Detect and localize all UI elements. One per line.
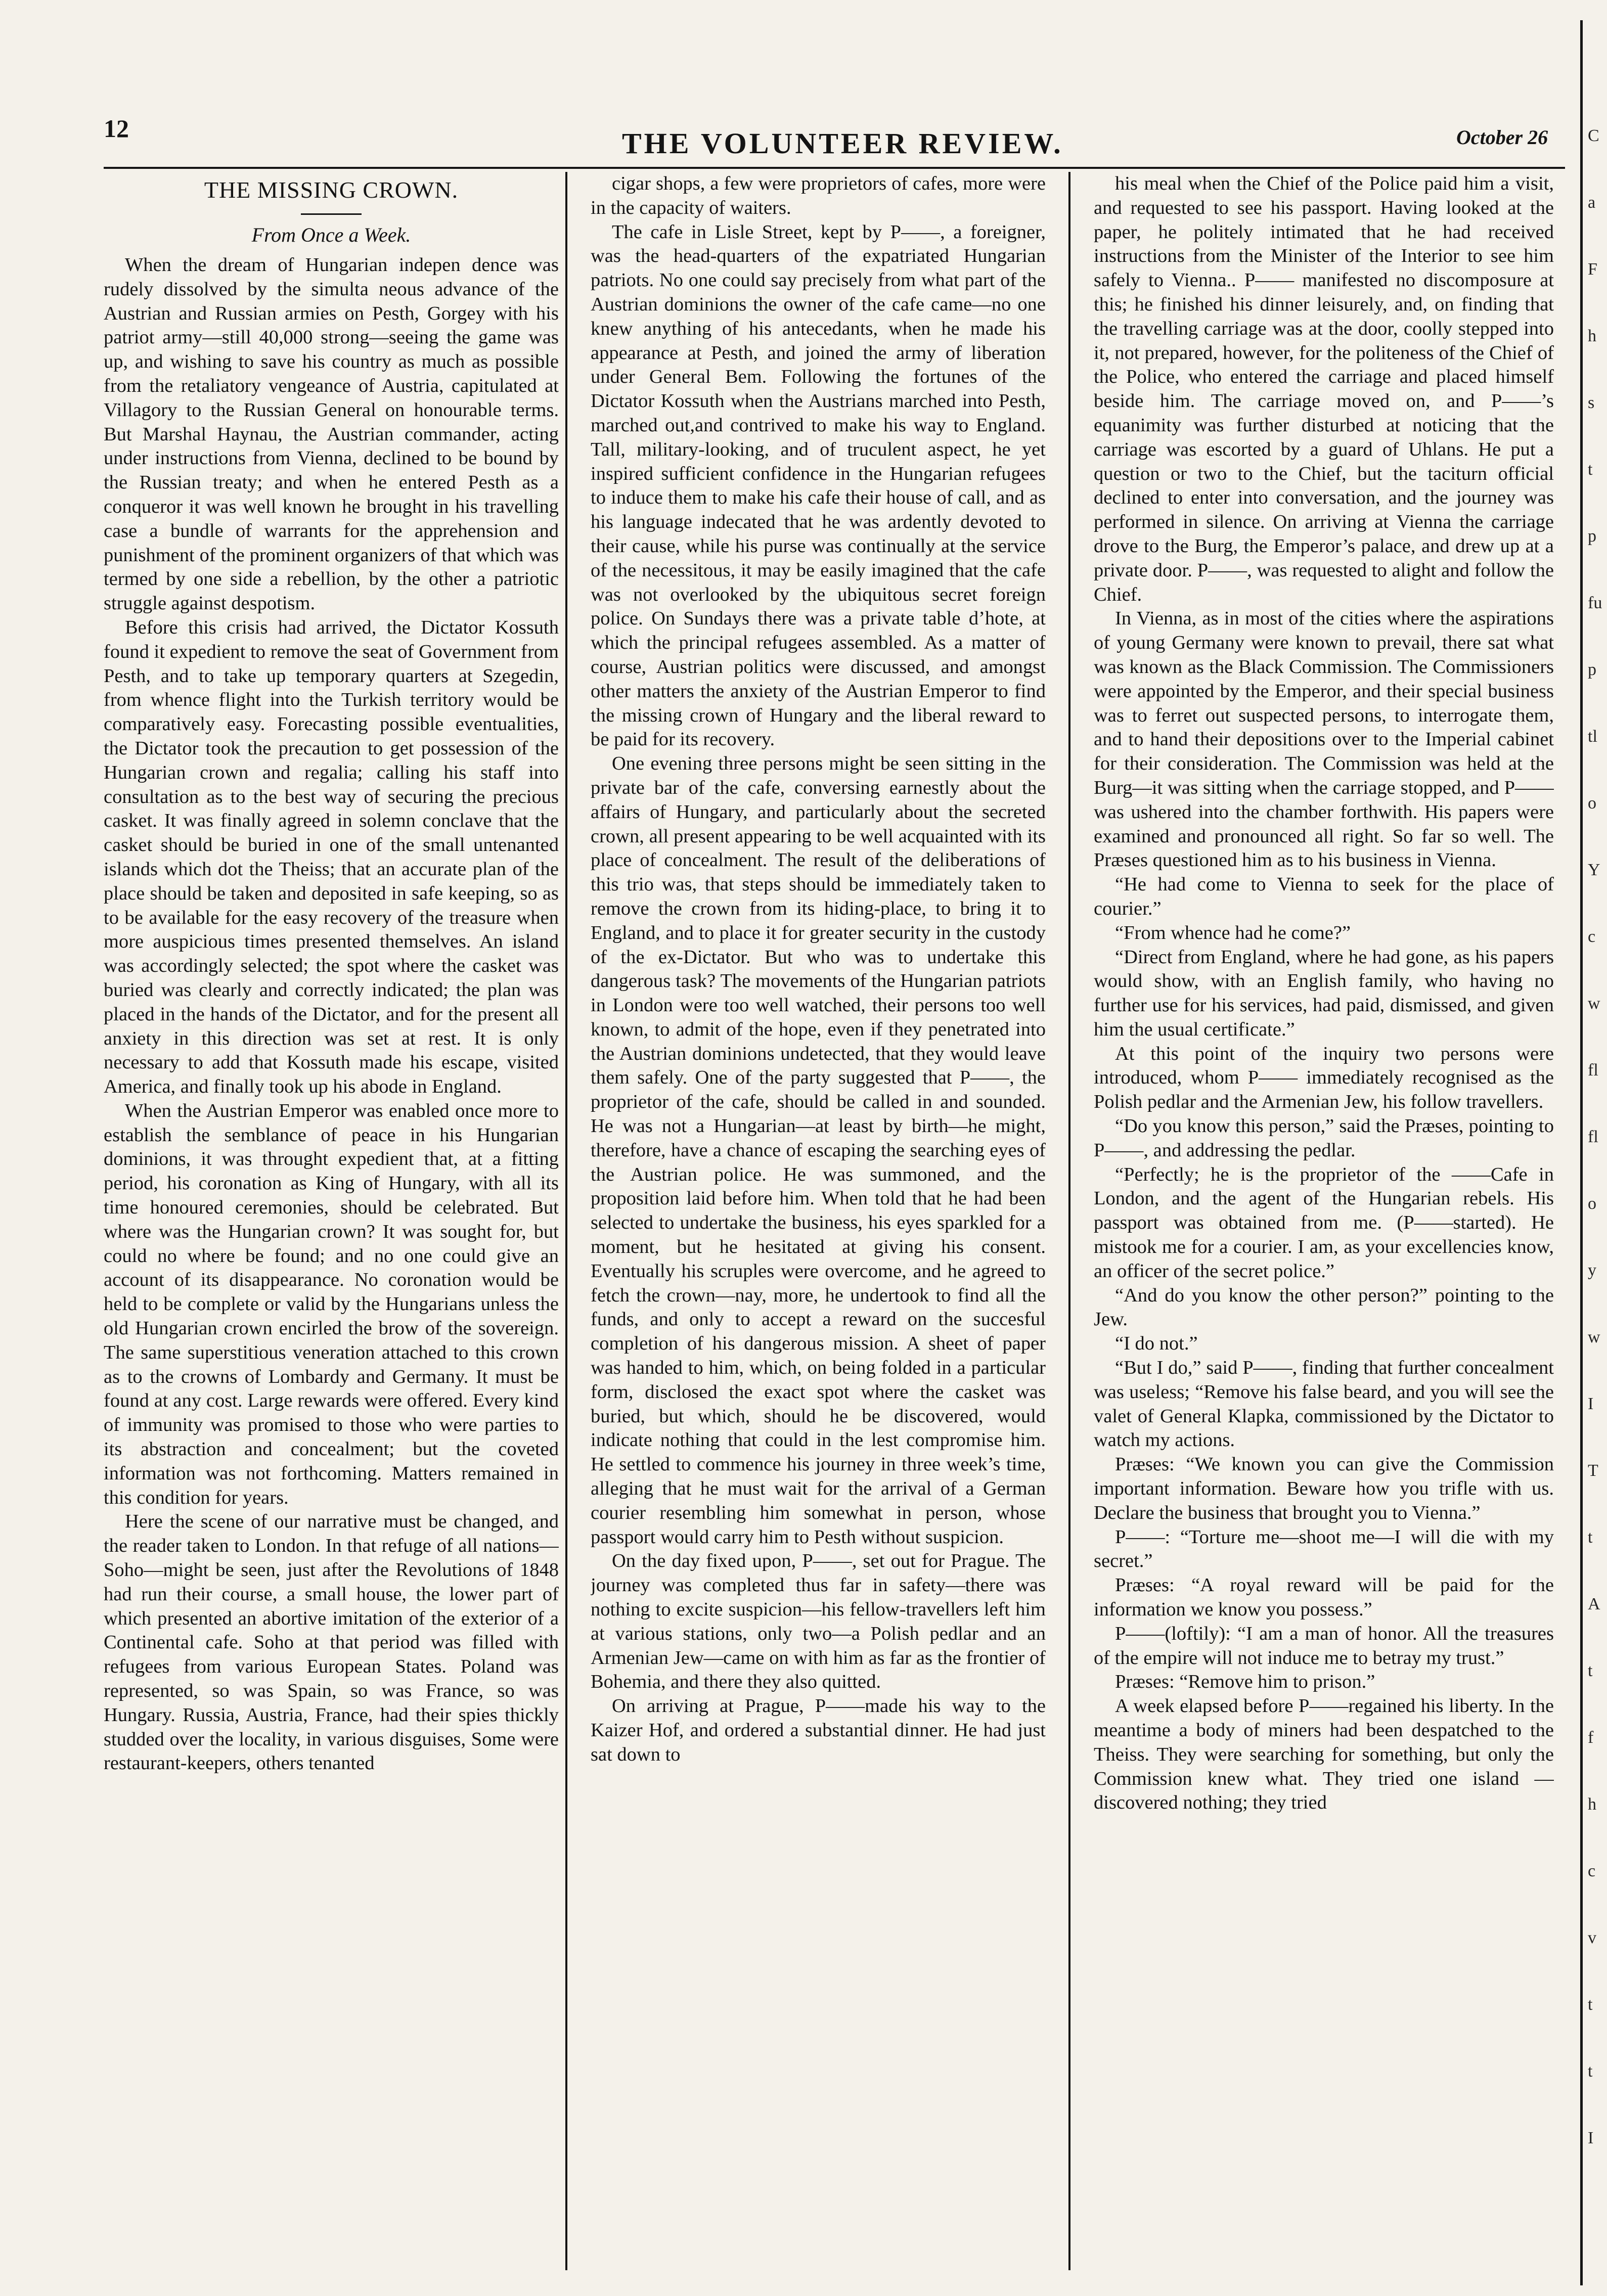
paragraph: One evening three persons might be seen sitting in the private bar of the cafe, conversing earnestly about the affairs of Hungary, and particularly about the secreted crown, all present appearing to be well acquainted with its place of concealment. The result of the deliberations of this trio was, that steps should be immediately taken to remove the crown from its hiding-place, to bring it to England, and to place it for greater security in the custody of the ex-Dictator. But who was to undertake this dangerous task? The movements of the Hungarian patriots in London were too well watched, their persons too well known, to admit of the hope, even if they penetrated into the Austrian dominions undetected, that they would leave them safely. One of the party suggested that P——, the proprietor of the cafe, should be called in and sounded. He was not a Hungarian—at least by birth—he might, therefore, have a chance of escaping the searching eyes of the Austrian police. He was summoned, and the proposition laid before him. When told that he had been selected to undertake the business, his eyes sparkled for a moment, but he hesitated at giving his consent. Eventually his scruples were overcome, and he agreed to fetch the crown—nay, more, he undertook to find all the funds, and only to accept a reward on the succesful completion of his dangerous mission. A sheet of paper was handed to him, which, on being folded in a particular form, disclosed the exact spot where the casket was buried, but which, should he be discovered, would indicate nothing that could in the lest compromise him. He settled to commence his journey in three week’s time, alleging that he must wait for the arrival of a German courier resembling him somewhat in person, whose passport would carry him to Pesth without suspicion. [591,753,1046,1548]
column-body [104,253,559,1776]
paragraph: At this point of the inquiry two persons were introduced, whom P—— immediately recognised as the Polish pedlar and the Armenian Jew, his follow travellers. [1094,1043,1554,1113]
edge-letter: t [1588,2062,1593,2081]
paragraph: his meal when the Chief of the Police paid him a visit, and requested to see his passport. Having looked at the paper, he politely intimated that he had received instructions from the Minister of the Interior to see him safely to Vienna.. P—— manifested no discomposure at this; he finished his dinner leisurely, and, on finding that the travelling carriage was at the door, coolly stepped into it, not prepared, however, for the politeness of the Chief of the Police, who entered the carriage and placed himself beside him. The carriage moved on, and P——’s equanimity was further disturbed at noticing that the carriage was escorted by a guard of Uhlans. He put a question or two to the Chief, but the taciturn official declined to enter into conversation, and the journey was performed in silence. On arriving at Vienna the carriage drove to the Burg, the Emperor’s palace, and drew up at a private door. P——, was requested to alight and follow the Chief. [1094,173,1554,605]
paragraph: When the Austrian Emperor was enabled once more to establish the semblance of peace in his Hungarian dominions, it was throught expedient that, at a fitting period, his coronation as King of Hungary, with all its time honoured ceremonies, should be celebrated. But where was the Hungarian crown? It was sought for, but could no where be found; and no one could give an account of its disappearance. No coronation would be held to be complete or valid by the Hungarians unless the old Hungarian crown encirled the brow of the sovereign. The same superstitious veneration attached to this crown as to the crowns of Lombardy and Germany. It must be found at any cost. Large rewards were offered. Every kind of immunity was promised to those who were parties to its abstraction and concealment; but the coveted information was not forthcoming. Matters remained in this condition for years. [104,1100,559,1508]
edge-letter: t [1588,460,1593,479]
running-title: THE VOLUNTEER REVIEW. [622,127,1063,160]
column-1 [104,172,559,2270]
edge-letter: C [1588,126,1599,145]
paragraph: In Vienna, as in most of the cities where the aspirations of young Germany were known to prevail, there sat what was known as the Black Commission. The Commissioners were appointed by the Emperor, and their special business was to ferret out suspected persons, to interrogate them, and to hand their depositions over to the Imperial cabinet for their consideration. The Commission was held at the Burg—it was sitting when the carriage stopped, and P—— was ushered into the chamber forthwith. His papers were examined and pronounced all right. So far so well. The Præses questioned him as to his business in Vienna. [1094,608,1554,871]
paragraph: When the dream of Hungarian indepen dence was rudely dissolved by the simulta neous advance of the Austrian and Russian armies on Pesth, Gorgey with his patriot army—still 40,000 strong—seeing the game was up, and wishing to save his country as much as possible from the retaliatory vengeance of Austria, capitulated at Villagory to the Russian General on honourable terms. But Marshal Haynau, the Austrian commander, acting under instructions from Vienna, declined to be bound by the Russian treaty; and when he entered Pesth as a conqueror it was well known he brought in his travelling case a bundle of warrants for the apprehension and punishment of the prominent organizers of that which was termed by one side a rebellion, by the other a patriotic struggle against despotism. [104,254,559,614]
paragraph: On arriving at Prague, P——made his way to the Kaizer Hof, and ordered a substantial dinner. He had just sat down to [591,1695,1046,1765]
edge-letter: I [1588,1394,1594,1413]
paragraph: Before this crisis had arrived, the Dictator Kossuth found it expedient to remove the seat of Government from Pesth, and to take up temporary quarters at Szegedin, from whence flight into the Turkish territory would be comparatively easy. Forecasting possible eventualities, the Dictator took the precaution to get possession of the Hungarian crown and regalia; calling his staff into consultation as to the best way of securing the precious casket. It was finally agreed in solemn conclave that the casket should be buried in one of the small untenanted islands which dot the Theiss; that an accurate plan of the place should be taken and deposited in safe keeping, so as to be available for the easy recovery of the treasure when more auspicious times presented themselves. An island was accordingly selected; the spot where the casket was buried was clearly and correctly indicated; the plan was placed in the hands of the Dictator, and for the present all anxiety in this direction was set at rest. It is only necessary to add that Kossuth made his escape, visited America, and finally took up his abode in England. [104,616,559,1098]
article-title: THE MISSING CROWN. [204,177,459,203]
paragraph: “He had come to Vienna to seek for the place of courier.” [1094,874,1554,919]
header-rule [104,167,1565,169]
paragraph: On the day fixed upon, P——, set out for Prague. The journey was completed thus far in safety—there was nothing to excite suspicion—his fellow-travellers left him at various stations, only two—a Polish pedlar and an Armenian Jew—came on with him as far as the frontier of Bohemia, and there they also quitted. [591,1550,1046,1693]
column-body [1094,172,1554,1815]
edge-letter: fu [1588,594,1602,612]
edge-letter: Y [1588,861,1600,879]
column-divider [565,172,567,2270]
edge-letter: o [1588,794,1596,813]
edge-letter: a [1588,193,1596,212]
edge-letter: y [1588,1261,1596,1280]
edge-letter: p [1588,660,1596,679]
edge-letter: v [1588,1928,1596,1947]
edge-letter: fl [1588,1128,1598,1146]
paragraph: “Do you know this person,” said the Præses, pointing to P——, and addressing the pedlar. [1094,1115,1554,1161]
edge-letter: c [1588,1862,1596,1880]
column-divider [1068,172,1070,2270]
paragraph: “Perfectly; he is the proprietor of the ——Cafe in London, and the agent of the Hungarian rebels. His passport was obtained from me. (P——started). He mistook me for a courier. I am, as your excellencies know, an officer of the secret police.” [1094,1163,1554,1282]
paragraph: Præses: “Remove him to prison.” [1115,1671,1375,1693]
column-body [591,172,1046,1767]
edge-letter: w [1588,1328,1600,1346]
edge-letter: h [1588,327,1596,345]
edge-letter: p [1588,527,1596,546]
edge-letter: w [1588,994,1600,1013]
paragraph: “But I do,” said P——, finding that further concealment was useless; “Remove his false beard, and you will see the valet of General Klapka, commissioned by the Dictator to watch my actions. [1094,1357,1554,1451]
paragraph: “From whence had he come?” [1115,922,1351,943]
edge-letter: t [1588,1995,1593,2014]
edge-letter: I [1588,2129,1594,2147]
edge-letter: h [1588,1795,1596,1814]
paragraph: Præses: “A royal reward will be paid for the information we know you possess.” [1094,1574,1554,1620]
edge-letter: F [1588,260,1597,279]
edge-letter: t [1588,1661,1593,1680]
paragraph: “I do not.” [1115,1333,1198,1355]
edge-letter: f [1588,1728,1594,1747]
edge-letter: t [1588,1528,1593,1547]
paragraph: A week elapsed before P——regained his liberty. In the meantime a body of miners had been despatched to the Theiss. They were searching for something, but only the Commission knew what. They tried one island — discovered nothing; they tried [1094,1695,1554,1814]
edge-letter: fl [1588,1061,1598,1079]
paragraph: Præses: “We known you can give the Commission important information. Beware how you trifle with us. Declare the business that brought you to Vienna.” [1094,1454,1554,1523]
paragraph: Here the scene of our narrative must be changed, and the reader taken to London. In that refuge of all nations—Soho—might be seen, just after the Revolutions of 1848 had run their course, a small house, the lower part of which presented an abortive imitation of the exterior of a Continental cafe. Soho at that period was filled with refugees from various European States. Poland was represented, so was Spain, so was France, so was Hungary. Russia, Austria, France, had their spies thickly studded over the locality, in various disguises, Some were restaurant-keepers, others tenanted [104,1511,559,1774]
article-source: From Once a Week. [251,223,411,246]
paragraph: P——(loftily): “I am a man of honor. All the treasures of the empire will not induce me to betray my trust.” [1094,1623,1554,1669]
edge-letter: T [1588,1461,1598,1480]
page-edge-rule [1580,20,1583,2285]
column-2 [591,172,1046,2270]
edge-letter: A [1588,1595,1600,1613]
edge-letter: c [1588,927,1596,946]
title-rule [301,213,362,215]
paragraph: The cafe in Lisle Street, kept by P——, a foreigner, was the head-quarters of the expatriated Hungarian patriots. No one could say precisely from what part of the Austrian dominions the owner of the cafe came—no one knew anything of his antecedants, when he made his appearance at Pesth, and joined the army of liberation under General Bem. Following the fortunes of the Dictator Kossuth when the Austrians marched into Pesth, marched out,and contrived to make his way to England. Tall, military-looking, and of truculent aspect, he yet inspired sufficient confidence in the Hungarian refugees to induce them to make his cafe their house of call, and as his language indecated that he was ardently devoted to their cause, while his purse was continually at the service of the necessitous, it may be easily imagined that the cafe was not overlooked by the ubiquitous secret foreign police. On Sundays there was a private table d’hote, at which the principal refugees assembled. As a matter of course, Austrian politics were discussed, and amongst other matters the anxiety of the Austrian Emperor to find the missing crown of Hungary and the liberal reward to be paid for its recovery. [591,221,1046,750]
edge-letter: tl [1588,727,1597,746]
page-number: 12 [104,114,129,143]
paragraph: cigar shops, a few were proprietors of cafes, more were in the capacity of waiters. [591,173,1046,218]
paragraph: “Direct from England, where he had gone, as his papers would show, with an English family, who having no further use for his services, had paid, dismissed, and given him the usual certificate.” [1094,946,1554,1040]
running-date: October 26 [1456,126,1548,149]
paragraph: “And do you know the other person?” pointing to the Jew. [1094,1284,1554,1330]
edge-letter: s [1588,393,1595,412]
edge-letter: o [1588,1194,1596,1213]
column-3 [1094,172,1554,2270]
paragraph: P——: “Torture me—shoot me—I will die with my secret.” [1094,1526,1554,1572]
